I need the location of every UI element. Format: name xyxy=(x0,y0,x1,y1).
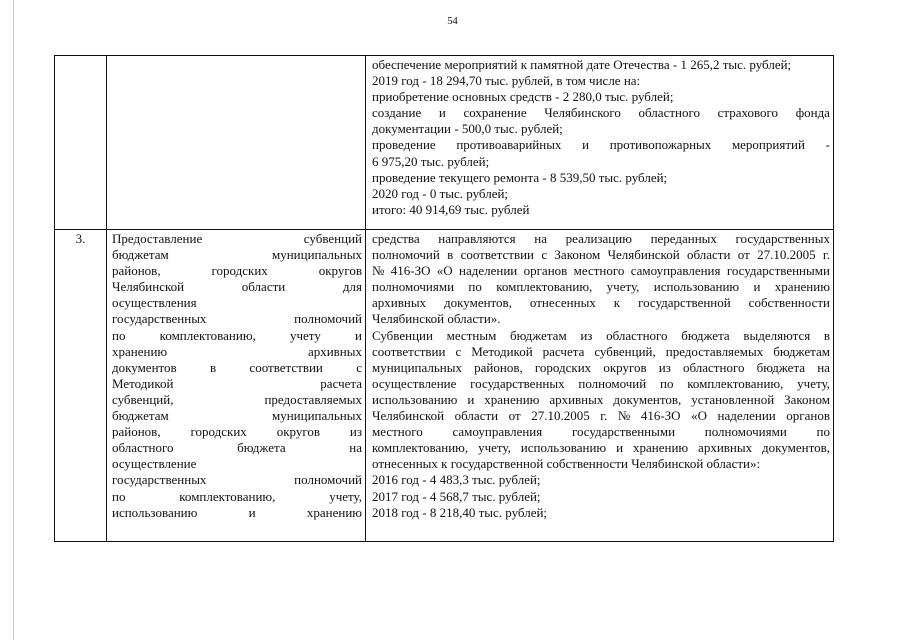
text-line xyxy=(112,392,362,408)
word: документов, xyxy=(613,391,682,407)
text-line xyxy=(112,344,362,360)
word: государственных xyxy=(735,231,830,246)
word: комплектованию, xyxy=(687,375,784,391)
word: № xyxy=(372,263,385,279)
text-line xyxy=(112,440,362,456)
word: округов xyxy=(603,359,647,375)
word: самоуправления xyxy=(452,424,543,440)
text-line xyxy=(112,376,362,392)
scan-margin-line xyxy=(13,0,14,640)
word: Челябинской xyxy=(607,247,680,263)
word: соответствии xyxy=(460,247,535,263)
word: из xyxy=(580,327,593,343)
word: комплектованию, xyxy=(496,279,593,295)
word: по xyxy=(660,375,674,391)
word: использованию xyxy=(520,440,607,456)
word: архивных xyxy=(549,391,604,407)
word: г. xyxy=(600,408,608,424)
word: из xyxy=(658,359,671,375)
text-line xyxy=(372,360,830,376)
word: органов xyxy=(523,263,568,279)
text-line: Челябинской области». xyxy=(372,311,501,327)
table-row-3 xyxy=(55,230,834,542)
word: полномочий xyxy=(578,375,647,391)
text-line xyxy=(372,440,830,456)
word: наделении xyxy=(717,408,776,424)
word: архивных xyxy=(372,295,427,311)
word: органов xyxy=(786,408,830,424)
word: соответствии xyxy=(372,343,446,359)
word: учету xyxy=(290,327,321,343)
word: учету, xyxy=(606,279,640,295)
word: полномочиями xyxy=(372,279,455,295)
text-line: отнесенных к государственной собственности Челябинской области»: xyxy=(372,456,761,472)
word: полномочиями xyxy=(704,424,787,440)
measure-name-cell xyxy=(107,230,366,542)
text-line xyxy=(112,360,362,376)
word: городских xyxy=(190,424,247,440)
word: реализацию xyxy=(565,231,632,246)
word: бюджетам xyxy=(773,343,830,359)
word: Методикой xyxy=(112,375,174,391)
word: городских xyxy=(211,263,268,279)
text-line: обеспечение мероприятий к памятной дате Отечества - 1 265,2 тыс. рублей; xyxy=(372,57,792,72)
word: государственными xyxy=(571,424,676,440)
word: и xyxy=(616,440,624,456)
word: г. xyxy=(822,247,830,263)
word: направляются xyxy=(438,231,516,246)
text-line: приобретение основных средств - 2 280,0 тыс. рублей; xyxy=(372,89,674,105)
word: Методикой xyxy=(471,343,533,359)
text-line xyxy=(372,263,830,279)
word: полномочий xyxy=(294,311,362,327)
word: на xyxy=(817,359,830,375)
word: и xyxy=(248,504,256,520)
word: хранению xyxy=(112,343,168,359)
word: и xyxy=(753,279,761,295)
word: полномочий xyxy=(372,247,440,263)
word: переданных xyxy=(650,231,717,246)
word: муниципальных xyxy=(271,408,362,424)
word: Предоставление xyxy=(112,231,203,246)
text-line: 2017 год - 4 568,7 тыс. рублей; xyxy=(372,488,541,504)
text-line: 2019 год - 18 294,70 тыс. рублей, в том числе на: xyxy=(372,73,641,89)
text-line xyxy=(112,424,362,440)
word: областного xyxy=(112,440,174,456)
word: субвенций, xyxy=(594,343,656,359)
text-line: 6 975,20 тыс. рублей; xyxy=(372,153,490,169)
word: комплектованию, xyxy=(179,488,276,504)
word: документов xyxy=(112,359,177,375)
word: противоаварийных xyxy=(456,137,562,153)
word: Законом xyxy=(784,391,830,407)
text-line xyxy=(112,279,362,295)
text-line: осуществления xyxy=(112,295,197,311)
word: самоуправления xyxy=(630,263,721,279)
word: бюджетам xyxy=(509,327,567,343)
word: по xyxy=(112,488,126,504)
word: городских xyxy=(534,359,592,375)
word: областного xyxy=(682,359,745,375)
word: «О xyxy=(691,408,707,424)
text-line xyxy=(372,295,830,311)
text-line xyxy=(372,376,830,392)
word: области xyxy=(454,408,499,424)
table-row-continuation xyxy=(55,56,834,230)
text-line xyxy=(112,505,362,521)
text-line xyxy=(112,489,362,505)
word: государственной xyxy=(638,295,731,311)
word: местным xyxy=(446,327,497,343)
word: в xyxy=(209,359,217,375)
word: на xyxy=(534,231,548,246)
text-line xyxy=(372,344,830,360)
word: хранению xyxy=(306,504,362,520)
word: фонда xyxy=(795,105,830,121)
word: собственности xyxy=(748,295,830,311)
word: хранению xyxy=(632,440,689,456)
text-line xyxy=(372,279,830,295)
word: государственных xyxy=(112,472,207,488)
text-line: итого: 40 914,69 тыс. рублей xyxy=(372,201,530,217)
word: 416-ЗО xyxy=(390,263,431,279)
word: сохранение xyxy=(463,105,527,121)
word: в xyxy=(823,327,830,343)
word: - xyxy=(825,137,830,153)
word: и xyxy=(355,327,362,343)
word: округов xyxy=(318,263,362,279)
page-number: 54 xyxy=(447,16,458,27)
word: округов xyxy=(276,424,320,440)
word: и xyxy=(467,391,475,407)
word: районов, xyxy=(112,424,161,440)
word: № xyxy=(617,408,631,424)
word: учету, xyxy=(478,440,511,456)
text-line xyxy=(372,408,830,424)
word: комплектованию, xyxy=(159,327,256,343)
word: Челябинской xyxy=(372,408,445,424)
word: области xyxy=(241,279,286,295)
word: в xyxy=(447,247,454,263)
word: противопожарных xyxy=(609,137,712,153)
word: создание xyxy=(372,105,422,121)
word: бюджета xyxy=(756,359,806,375)
word: муниципальных xyxy=(271,247,362,263)
text-line xyxy=(112,231,362,247)
text-line xyxy=(112,311,362,327)
word: «О xyxy=(436,263,453,279)
word: установленной xyxy=(691,391,775,407)
word: хранению xyxy=(484,391,540,407)
word: наделении xyxy=(459,263,518,279)
text-line xyxy=(112,328,362,344)
word: по xyxy=(112,327,126,343)
word: мероприятий xyxy=(731,137,805,153)
text-line xyxy=(372,137,830,153)
word: проведение xyxy=(372,137,436,153)
word: комплектованию, xyxy=(372,440,469,456)
word: Челябинской xyxy=(112,279,185,295)
word: бюджетам xyxy=(112,247,169,263)
word: и xyxy=(438,105,446,121)
word: страхового xyxy=(717,105,779,121)
word: местного xyxy=(573,263,625,279)
word: учету, xyxy=(329,488,362,504)
row-number-cell xyxy=(55,56,107,230)
word: учету, xyxy=(797,375,830,391)
budget-table xyxy=(54,55,834,542)
word: с xyxy=(455,343,462,359)
word: выделяются xyxy=(743,327,811,343)
text-line: 2018 год - 8 218,40 тыс. рублей; xyxy=(372,504,548,520)
text-line: 2016 год - 4 483,3 тыс. рублей; xyxy=(372,472,541,488)
text-line xyxy=(372,247,830,263)
word: бюджета xyxy=(237,440,286,456)
word: 416-ЗО xyxy=(640,408,681,424)
word: полномочий xyxy=(294,472,362,488)
word: с xyxy=(541,247,548,263)
word: государственных xyxy=(112,311,207,327)
text-line xyxy=(372,231,830,247)
word: Законом xyxy=(554,247,601,263)
word: районов, xyxy=(474,359,523,375)
word: осуществление xyxy=(372,375,457,391)
word: использованию xyxy=(112,504,198,520)
word: отнесенных xyxy=(529,295,596,311)
text-line xyxy=(112,263,362,279)
word: использованию xyxy=(372,391,458,407)
word: государственных xyxy=(470,375,565,391)
text-line xyxy=(112,472,362,488)
measure-name-cell xyxy=(107,56,366,230)
word: документов, xyxy=(762,440,830,456)
text-line: документации - 500,0 тыс. рублей; xyxy=(372,121,563,137)
word: использованию xyxy=(653,279,740,295)
word: соответствии xyxy=(249,359,323,375)
word: архивных xyxy=(307,343,362,359)
word: субвенций, xyxy=(112,391,174,407)
word: от xyxy=(508,408,521,424)
word: расчета xyxy=(320,375,362,391)
word: к xyxy=(613,295,621,311)
row-number-cell xyxy=(55,230,107,542)
word: средства xyxy=(372,231,420,246)
text-line: проведение текущего ремонта - 8 539,50 тыс. рублей; xyxy=(372,169,668,185)
word: бюджетам xyxy=(112,408,169,424)
description-cell xyxy=(366,230,834,542)
row-number: 3. xyxy=(75,231,86,246)
word: государственными xyxy=(726,263,830,279)
text-line xyxy=(372,392,830,408)
word: области xyxy=(686,247,731,263)
word: документов, xyxy=(444,295,512,311)
text-line xyxy=(372,328,830,344)
text-line xyxy=(372,424,830,440)
description-cell xyxy=(366,56,834,230)
word: и xyxy=(582,137,590,153)
word: по xyxy=(816,424,830,440)
word: по xyxy=(468,279,482,295)
text-line: 2020 год - 0 тыс. рублей; xyxy=(372,185,509,201)
word: Челябинского xyxy=(544,105,621,121)
word: бюджета xyxy=(681,327,730,343)
word: из xyxy=(349,424,362,440)
word: субвенций xyxy=(303,231,362,246)
word: для xyxy=(342,279,362,295)
word: областного xyxy=(638,105,700,121)
word: хранению xyxy=(774,279,830,295)
word: муниципальных xyxy=(372,359,463,375)
text-line xyxy=(112,408,362,424)
word: Субвенции xyxy=(372,327,433,343)
word: районов, xyxy=(112,263,161,279)
text-line xyxy=(112,247,362,263)
word: расчета xyxy=(542,343,585,359)
word: от xyxy=(737,247,750,263)
word: 27.10.2005 xyxy=(531,408,590,424)
word: предоставляемых xyxy=(264,391,362,407)
word: архивных xyxy=(698,440,753,456)
word: 27.10.2005 xyxy=(757,247,816,263)
word: предоставляемых xyxy=(665,343,764,359)
word: областного xyxy=(606,327,668,343)
text-line: осуществление xyxy=(112,456,197,472)
word: местного xyxy=(372,424,423,440)
word: на xyxy=(349,440,362,456)
word: с xyxy=(356,359,362,375)
text-line xyxy=(372,105,830,121)
